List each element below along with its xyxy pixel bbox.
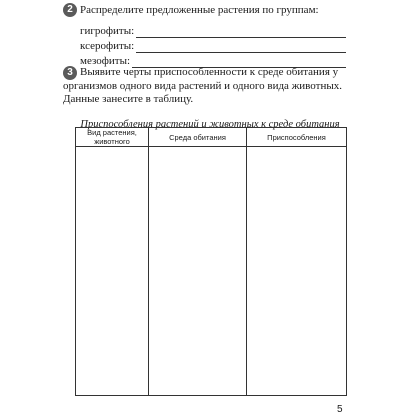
group-label-hygrophytes: гигрофиты: [80,25,135,37]
group-label-mesophytes: мезофиты: [80,55,131,67]
header-habitat: Среда обитания [149,128,247,147]
page-number: 5 [337,404,343,415]
group-label-xerophytes: ксерофиты: [80,40,135,52]
group-row-xerophytes [80,39,346,53]
answer-line-xerophytes[interactable] [136,42,346,53]
task-2-instruction: Распределите предложенные растения по группам: [80,4,319,16]
table-caption: Приспособления растений и животных к среде обитания [80,119,340,130]
task-3-heading [63,66,358,106]
answer-cell-adaptations[interactable] [247,147,347,396]
header-adaptations: Приспособления [247,128,347,147]
header-species: Вид растения, животного [76,128,149,147]
task-3-number-badge: 3 [63,66,77,80]
group-row-hygrophytes [80,24,346,38]
answer-line-hygrophytes[interactable] [136,27,346,38]
table-answer-row [76,147,347,396]
task-3-instruction: Выявите черты приспособленности к среде обитания у организмов одного вида растений и одного вида животных. Данные занесите в таблицу. [63,66,342,105]
task-2-number-badge: 2 [63,3,77,17]
answer-cell-species[interactable] [76,147,149,396]
task-2-heading [63,3,363,17]
answer-cell-habitat[interactable] [149,147,247,396]
table-header-row [76,128,347,147]
adaptations-table [75,127,347,396]
